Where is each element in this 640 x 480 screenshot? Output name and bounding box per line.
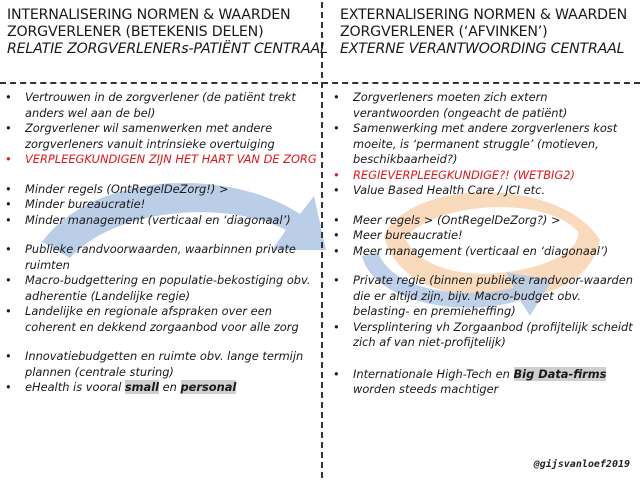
left-column — [5, 90, 317, 396]
bullet-icon: • — [5, 242, 12, 256]
bullet-icon: • — [5, 273, 12, 287]
list-item: • Landelijke en regionale afspraken over een coherent en dekkend zorgaanbod voor alle zorg — [5, 304, 299, 334]
bullet-icon: • — [5, 212, 12, 227]
list-item: • Minder regels (OntRegelDeZorg!) > — [5, 181, 229, 196]
bullet-icon: • — [333, 273, 340, 287]
list-item: • Meer management (verticaal en ‘diagonaal’) — [333, 243, 609, 258]
bullet-icon: • — [333, 212, 340, 227]
personal-emphasis: personal — [180, 380, 237, 394]
list-item: • Meer bureaucratie! — [333, 228, 463, 242]
list-item: • eHealth is vooral small en personal — [5, 380, 237, 394]
header-divider — [0, 82, 640, 84]
bullet-icon: • — [5, 304, 12, 318]
bullet-icon: • — [333, 183, 340, 197]
right-title-line1: EXTERNALISERING NORMEN & WAARDEN — [340, 7, 628, 23]
bullet-icon: • — [333, 243, 340, 258]
list-item: • Samenwerking met andere zorgverleners kost moeite, is ‘permanent struggle’ (motieven, beschikbaarheid?) — [333, 121, 618, 166]
bullet-icon: • — [333, 167, 340, 182]
left-title-line2: ZORGVERLENER (BETEKENIS DELEN) — [7, 24, 264, 40]
list-item: • Innovatiebudgetten en ruimte obv. lange termijn plannen (centrale sturing) — [5, 349, 304, 379]
author-credit: @gijsvanloef2019 — [533, 459, 630, 470]
bullet-icon: • — [5, 380, 12, 394]
bullet-icon: • — [333, 228, 340, 242]
list-item: • Minder management (verticaal en ‘diagonaal’) — [5, 212, 291, 227]
list-item: • Internationale High-Tech en Big Data-firms worden steeds machtiger — [333, 366, 607, 396]
bullet-icon: • — [333, 90, 340, 104]
list-item-highlight: • REGIEVERPLEEGKUNDIGE?! (WETBIG2) — [333, 167, 575, 182]
right-column — [333, 90, 635, 398]
list-item: • Zorgverleners moeten zich extern verantwoorden (ongeacht de patiënt) — [333, 90, 568, 120]
bullet-icon: • — [5, 121, 12, 135]
list-item: • Private regie (binnen publieke randvoor-waarden die er altijd zijn, bijv. Macro-budget obv. belasting- en premieheffing) — [333, 273, 633, 318]
list-item: • Meer regels > (OntRegelDeZorg?) > — [333, 212, 561, 227]
bullet-icon: • — [333, 121, 340, 135]
list-item: • Minder bureaucratie! — [5, 197, 146, 211]
big-data-emphasis: Big Data-firms — [513, 366, 607, 381]
column-divider — [321, 2, 323, 478]
list-item-highlight: • VERPLEEGKUNDIGEN ZIJN HET HART VAN DE ZORG — [5, 152, 317, 166]
bullet-icon: • — [5, 181, 12, 196]
bullet-icon: • — [333, 366, 340, 381]
bullet-icon: • — [5, 152, 12, 166]
right-title-line2: ZORGVERLENER (‘AFVINKEN’) — [340, 24, 548, 40]
bullet-icon: • — [5, 349, 12, 363]
left-title-line3: RELATIE ZORGVERLENERs-PATIËNT CENTRAAL — [7, 41, 328, 57]
list-item: • Macro-budgettering en populatie-bekostiging obv. adherentie (Landelijke regie) — [5, 273, 311, 303]
right-title-line3: EXTERNE VERANTWOORDING CENTRAAL — [340, 41, 625, 57]
right-header — [340, 7, 635, 58]
bullet-icon: • — [5, 197, 12, 211]
list-item: • Vertrouwen in de zorgverlener (de patiënt trekt anders wel aan de bel) — [5, 90, 296, 120]
small-emphasis: small — [124, 380, 160, 394]
list-item: • Publieke randvoorwaarden, waarbinnen private ruimten — [5, 242, 296, 272]
bullet-icon: • — [5, 90, 12, 104]
left-header — [7, 7, 328, 58]
list-item: • Value Based Health Care / JCI etc. — [333, 183, 546, 197]
list-item: • Zorgverlener wil samenwerken met andere zorgverleners vanuit intrinsieke overtuiging — [5, 121, 275, 151]
list-item: • Versplintering vh Zorgaanbod (profijtelijk scheidt zich af van niet-profijtelijk) — [333, 319, 633, 349]
bullet-icon: • — [333, 319, 340, 334]
left-title-line1: INTERNALISERING NORMEN & WAARDEN — [7, 7, 291, 23]
